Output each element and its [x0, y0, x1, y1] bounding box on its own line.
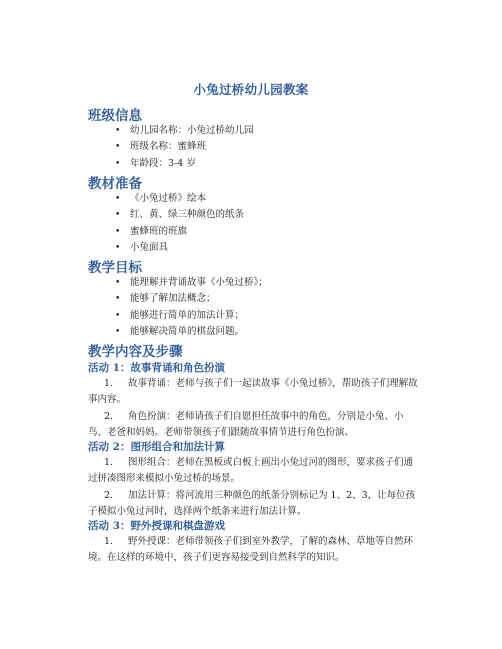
bullet-icon: • [115, 226, 121, 237]
list-item-text: 班级名称：蜜蜂班 [130, 141, 207, 153]
list-item [88, 324, 268, 340]
section-heading-class-info: 班级信息 [88, 108, 142, 124]
step-text: 图形组合：老师在黑板或白板上画出小兔过河的图形，要求孩子们通过拼凑图形来模拟小兔过桥的场景。 [88, 457, 414, 485]
bullet-icon: • [115, 294, 121, 305]
step-text: 故事背诵：老师与孩子们一起读故事《小兔过桥》，帮助孩子们理解故事内容。 [88, 378, 418, 406]
list-item [88, 207, 244, 223]
list-item-text: 小兔面具 [130, 242, 169, 254]
list-item [88, 224, 244, 240]
bullet-icon: • [115, 210, 121, 221]
list-item [88, 156, 254, 172]
goals-list [88, 275, 268, 341]
bullet-icon: • [115, 142, 121, 153]
step-text: 野外授课：老师带领孩子们到室外教学，了解的森林、草地等自然环境。在这样的环境中，孩子们更容易接受到自然科学的知识。 [88, 536, 414, 564]
list-item-text: 幼儿园名称：小兔过桥幼儿园 [130, 125, 254, 136]
bullet-icon: • [115, 278, 121, 288]
list-item [88, 240, 244, 256]
activity-heading: 活动 2：图形组合和加法计算 [88, 441, 225, 453]
activity-heading: 活动 1：故事背诵和角色扮演 [88, 362, 225, 374]
document-title: 小兔过桥幼儿园教案 [193, 82, 309, 97]
list-item [88, 275, 268, 291]
activity-step [88, 488, 418, 521]
list-item-text: 蜜蜂班的班旗 [130, 225, 188, 237]
step-text: 加法计算：将河流用三种颜色的纸条分别标记为 1、2、3，让每位孩子模拟小兔过河时，选择两个纸条来进行加法计算。 [88, 490, 416, 518]
bullet-icon: • [115, 310, 121, 321]
bullet-icon: • [115, 243, 121, 254]
step-number: 2. [104, 411, 114, 422]
section-heading-materials: 教材准备 [88, 176, 142, 192]
materials-list [88, 191, 244, 257]
step-number: 1. [104, 457, 114, 468]
class-info-list [88, 123, 254, 172]
list-item [88, 308, 268, 324]
activity-step [88, 376, 418, 409]
bullet-icon: • [115, 327, 121, 338]
section-heading-goals: 教学目标 [88, 260, 142, 276]
bullet-icon: • [115, 126, 121, 136]
list-item [88, 123, 254, 139]
bullet-icon: • [115, 158, 121, 169]
list-item-text: 能够了解加法概念； [130, 293, 216, 305]
activity-step [88, 409, 418, 442]
activity-heading: 活动 3：野外授课和棋盘游戏 [88, 520, 225, 532]
list-item [88, 191, 244, 207]
activity-step [88, 455, 418, 488]
step-number: 2. [104, 490, 114, 501]
list-item [88, 139, 254, 155]
activity-step [88, 534, 418, 567]
list-item-text: 年龄段：3-4 岁 [130, 157, 196, 169]
step-number: 1. [104, 536, 114, 547]
list-item-text: 能够解决简单的棋盘问题。 [130, 326, 245, 338]
step-text: 角色扮演：老师请孩子们自愿担任故事中的角色，分别是小兔、小鸟、老爸和妈妈。老师带领孩子们跟随故事情节进行角色扮演。 [88, 411, 404, 439]
section-heading-content: 教学内容及步骤 [88, 344, 183, 360]
list-item-text: 红、黄、绿三种颜色的纸条 [130, 209, 245, 221]
list-item-text: 《小兔过桥》绘本 [130, 193, 207, 204]
list-item [88, 291, 268, 307]
bullet-icon: • [115, 194, 121, 204]
list-item-text: 能够进行简单的加法计算； [130, 309, 245, 321]
step-number: 1. [104, 378, 114, 389]
list-item-text: 能理解并背诵故事《小兔过桥》； [130, 277, 268, 288]
